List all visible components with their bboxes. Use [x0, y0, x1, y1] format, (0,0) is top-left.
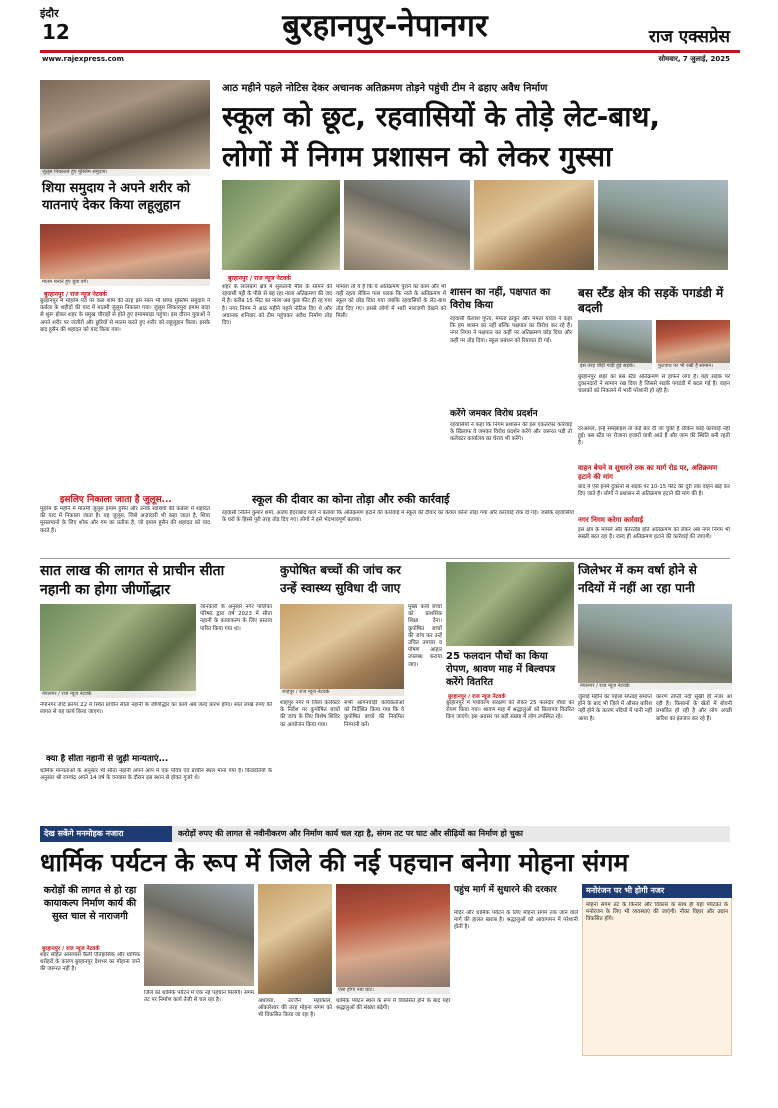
top-headline-1: स्कूल को छूट, रहवासियों के तोड़े लेट-बाथ,: [222, 100, 660, 133]
top-bottom-body: रहवासी नितिन कुमार शर्मा, अजय हैदराबाद वाले ने बताया कि अतिक्रमण हटाने की कार्रवाई में स्कूल की दीवार का केवल कोना तोड़ा गया और कार्रवाई रोक दी गई। जबकि रहवासियों के घरों के हिस्से पूरी तरह तोड़ दिए गए। लोगों ने इसे भेदभावपूर्ण बताया।: [222, 510, 574, 524]
rain-headline-2: नदियों में नहीं आ रहा पानी: [578, 581, 695, 595]
masthead-bar: [40, 50, 740, 53]
top-headline-2: लोगों में निगम प्रशासन को लेकर गुस्सा: [222, 140, 613, 173]
rain-headline-1: जिलेभर में कम वर्षा होने से: [578, 563, 697, 577]
divider: [40, 558, 730, 559]
mohana-headline: धार्मिक पर्यटन के रूप में जिले की नई पहचान बनेगा मोहना संगम: [40, 848, 629, 877]
mohana-body-2: जिले को धार्मिक पर्यटन में एक नई पहचान मिलेगी। संगम तट पर निर्माण कार्य तेजी से चल रहा है।: [144, 990, 254, 1004]
bus-side-head-2: नगर निगम करेगा कार्रवाई: [578, 516, 644, 524]
bus-photo-2: [656, 320, 730, 370]
photo-caption: जुलूस निकालते हुए मुस्लिम समुदाय।: [40, 169, 210, 176]
left-photo-procession: [40, 80, 210, 176]
top-sub-head: शासन का नहीं, पक्षपात का विरोध किया: [450, 287, 551, 311]
bus-photo-1: [578, 320, 652, 370]
top-body-2: मामला तो ये है कि ये अतिक्रमण पुराने का काम और भी यही रहता लेकिन पास पलक कि नाले के अतिक्रमण में स्कूल को छोड़ दिया गया जबकि रहवासियों के लेट-बाथ तोड़ दिए गए। इससे लोगों में भारी नाराजगी देखने को मिली।: [336, 284, 446, 319]
mohana-body-4: धार्मिक पर्यटन स्थल के रूप में विकसित होने के बाद यहां श्रद्धालुओं की संख्या बढ़ेगी।: [336, 998, 450, 1012]
sita-body-2: जानकारी के अनुसार नगर पालिका परिषद द्वारा वर्ष 2023 में सीता नहानी के कायाकल्प के लिए प्रस्ताव पारित किया गया था।: [200, 604, 272, 632]
rain-body-2: कारण ताप्ती नदी सूखी ही नजर आ रही है। किसानों के खेतों में बोवनी प्रभावित हो रही है और लोग अच्छी बारिश का इंतजार कर रहे हैं।: [656, 694, 732, 722]
mohana-byline: बुरहानपुर / राज न्यूज नेटवर्क: [42, 946, 100, 952]
bus-body-1: बुरहानपुर शहर का बस स्टैंड अतिक्रमण से हांफने लगा है। यहां सड़क पर दुकानदारों ने सामान रख दिया है जिससे सड़कें पगडंडी में बदल गई हैं। वाहन चालकों को निकलने में भारी परेशानी हो रही है।: [578, 374, 730, 395]
photo-caption: ऐसा होगा नया घाट।: [336, 987, 450, 994]
bus-side-body-2: इस क्षेत्र के मामले और बेतरतीब होते अतिक्रमण को लेकर अब नगर निगम भी सख्ती बरत रहा है। जल्द ही अतिक्रमण हटाने की कार्रवाई की जाएगी।: [578, 527, 730, 541]
plantation-photo: [446, 562, 574, 646]
left-body: बुरहानपुर में मोहर्रम पर्व पर कल शाम की तरह इस साल भी शिया मुस्लिम समुदाय ने कर्बला के शहीदों की याद में मातमी जुलूस निकाला गया। जुलूस शिकारपुरा इमाम बाड़ा से शुरू होकर शहर के प्रमुख चौराहों से होते हुए इमामबाड़ा पहुंचा। इस दौरान युवाओं ने अपने शरीर पर जंजीरों और छुरियों से मातम करते हुए शरीर को लहूलुहान किया। इसके बाद हुसैन की शहादत को याद किया गया।: [40, 298, 210, 333]
left-body-2: मुहर्रम के महीने में मातमी जुलूस इमाम हुसैन और उनके साथियों की कर्बला में शहादत की याद में निकाला जाता है। यह जुलूस, जिसे अज़ादारी भी कहा जाता है, शिया मुसलमानों के लिए शोक और गम का प्रतीक है, जो इमाम हुसैन की शहादत को याद करते हैं।: [40, 506, 210, 534]
mohana-left-head: करोड़ों की लागत से हो रहा कायाकल्प निर्माण कार्य की सुस्त चाल से नाराजगी: [43, 885, 137, 922]
bus-stand-headline: बस स्टैंड क्षेत्र की सड़कें पगडंडी में बदली: [578, 286, 724, 315]
sita-body-1: नेपानगर जांदे फ्रांगर 22 में स्थित प्राचीन सीता नहानी के जीर्णोद्धार का कार्य अब जल्द प्रारंभ होगा। सात लाख रुपए की लागत से यह कार्य किया जाएगा।: [40, 702, 272, 716]
plantation-body: बुरहानपुर में पर्यावरण संरक्षण को लेकर 25 फलदार पौधों का रोपण किया गया। श्रावण माह में श्रद्धालुओं को बिल्वपत्र वितरित किए जाएंगे। इस अवसर पर बड़ी संख्या में लोग उपस्थित रहे।: [446, 700, 574, 721]
photo-caption: नेपानगर / राज न्यूज नेटवर्क: [578, 683, 732, 690]
top-photo-demolition-1: [344, 180, 470, 270]
top-body-1: शहर के लालबाग क्षेत्र में सुलतानी मौल के सामने की रहवासी पट्टी के पीछे से बह रहा नाला अतिक्रमण की जद में है। करीब 15 फीट का नाला अब कुछ फीट ही रह गया है। नगर निगम ने आठ महीने पहले नोटिस दिए थे और अचानक शनिवार को टीम पहुंचकर अवैध निर्माण तोड़ दिए।: [222, 284, 332, 327]
page-title: बुरहानपुर-नेपानगर: [282, 8, 488, 44]
kuposhit-photo: [280, 604, 404, 696]
sita-subhead: क्या है सीता नहानी से जुड़ी मान्यताएं...: [46, 754, 169, 764]
brand-name: राज एक्सप्रेस: [648, 27, 730, 47]
band-right-label: करोड़ों रुपए की लागत से नवीनीकरण और निर्माण कार्य चल रहा है, संगम तट पर घाट और सीढ़ियों का निर्माण हो चुका: [178, 829, 523, 838]
photo-caption: शाहपुर / राज न्यूज नेटवर्क: [280, 689, 404, 696]
section-band: [40, 826, 730, 842]
rain-photo: [578, 604, 732, 690]
top-sub-head-2: करेंगे जमकर विरोध प्रदर्शन: [450, 409, 538, 419]
photo-caption: मातम मनाते हुए युवा वर्ग।: [40, 279, 210, 286]
kuposhit-headline-2: उन्हें स्वास्थ्य सुविधा दी जाए: [280, 581, 401, 595]
band-left-label: देख सकेंगे मनमोहक नजारा: [40, 826, 172, 842]
top-kicker: आठ महीने पहले नोटिस देकर अचानक अतिक्रमण तोड़ने पहुंची टीम ने ढहाए अवैध निर्माण: [222, 83, 548, 94]
mohana-photo-ghat-left: [258, 884, 332, 994]
top-photo-demolition-3: [598, 180, 728, 270]
left-subhead: इसलिए निकाला जाता है जुलूस...: [60, 495, 172, 505]
sita-photo: [40, 604, 196, 698]
top-bottom-head: स्कूल की दीवार का कोना तोड़ा और रुकी कार्रवाई: [252, 493, 450, 506]
kuposhit-body-3: सभी आंगनवाड़ी कार्यकर्ताओं को निर्देशित किया गया कि वे कुपोषित बच्चों की नियमित निगरानी करें।: [344, 700, 404, 728]
road-body: मंदिर और धार्मिक पर्यटन के लिए मोहना संगम तक जाने वाले मार्ग की हालत खराब है। श्रद्धालुओं को आवागमन में परेशानी होती है।: [454, 910, 578, 931]
top-photo-crowd: [222, 180, 340, 270]
bus-side-head-1: वाहन बेचने व सुधारने तक का मार्ग रोड पर, अतिक्रमण हटाने की मांग: [578, 464, 718, 481]
mohana-body-3: अधोध्या, उज्जैन महाकाल, ओंकारेश्वर की तरह मोहना संगम को भी विकसित किया जा रहा है।: [258, 998, 332, 1019]
bus-side-body-1: बाद में ऐसे इनमें दुकानों से सड़क पर 10-15 फीट की दूरी तक वाहन खड़े कर दिए जाते हैं। लोगों ने प्रशासन से अतिक्रमण हटाने की मांग की है।: [578, 484, 730, 498]
nazar-head: मनोरंजन पर भी होगी नजर: [582, 884, 732, 898]
left-headline: शिया समुदाय ने अपने शरीर को यातनाएं देकर किया लहूलुहान: [42, 181, 191, 213]
photo-caption: फुटपाथ पर भी रखी है सामान।: [656, 363, 730, 370]
top-photo-demolition-2: [474, 180, 594, 270]
mohana-photo-temple: [144, 884, 254, 986]
photo-caption: नेपानगर / राज न्यूज नेटवर्क: [40, 691, 196, 698]
plantation-byline: बुरहानपुर / राज न्यूज नेटवर्क: [448, 694, 506, 700]
plantation-headline: 25 फलदान पौधों का किया रोपण, श्रावण माह में बिल्वपत्र करेंगे वितरित: [446, 651, 556, 688]
page-number: 12: [42, 20, 70, 44]
bus-body-2: दरअसल, इन्हें समझाइश तो कई बार दी जा चुकी है लेकिन कोई कार्रवाई नहीं हुई। बस स्टैंड पर रोजाना हजारों यात्री आते हैं और जाम की स्थिति बनी रहती है।: [578, 426, 730, 447]
kuposhit-body-2: मुख्य कार्य बच्चों को प्राथमिक शिक्षा देना। कुपोषित बच्चों की जांच कर उन्हें उचित उपचार व पोषण आहार उपलब्ध कराया जाए।: [408, 604, 442, 668]
sita-headline: सात लाख की लागत से प्राचीन सीता नहानी का होगा जीर्णोद्धार: [40, 563, 225, 598]
photo-caption: इस तरह चौड़ी गाड़ी हुई सड़कें।: [578, 363, 652, 370]
left-byline: बुरहानपुर / राज न्यूज नेटवर्क: [44, 291, 107, 298]
top-sub-body: रहवासी कैलाश गुप्ता, ममता ठाकुर और ममता यादव ने कहा कि हम शासन का नहीं बल्कि पक्षपात का विरोध कर रहे हैं। नगर निगम ने पक्षपात कर कहीं पर अतिक्रमण छोड़ दिया और कहीं पर तोड़ दिया। स्कूल प्रबंधन को रियायत दी गई।: [450, 316, 572, 344]
top-sub-body-2: रहवासियों ने कहा कि निगम प्रशासन की इस एकतरफा कार्रवाई के खिलाफ वे जमकर विरोध प्रदर्शन करेंगे और जरूरत पड़ी तो कलेक्टर कार्यालय का घेराव भी करेंगे।: [450, 422, 572, 443]
kuposhit-headline-1: कुपोषित बच्चों की जांच कर: [280, 563, 401, 577]
road-head: पहुंच मार्ग में सुधारने की दरकार: [454, 885, 557, 895]
rain-body-1: जुलाई महीने का पहला सप्ताह समाप्त होने के बाद भी जिले में औसत बारिश नहीं होने के कारण नदियों में पानी नहीं आया है।: [578, 694, 652, 722]
issue-date: सोमवार, 7 जुलाई, 2025: [658, 55, 730, 63]
mohana-photo-stairs: [336, 884, 450, 994]
nazar-body: मोहना संगम तट के किनारे और विकास के साथ ही यहां पर्यटकों के मनोरंजन के लिए भी व्यवस्थाएं की जाएंगी। नौका विहार और उद्यान विकसित होंगे।: [586, 902, 728, 923]
site-url[interactable]: www.rajexpress.com: [42, 55, 124, 63]
masthead: [0, 0, 778, 78]
edition-city: इंदौर: [40, 7, 59, 20]
mohana-body-1: शहर सहित आसपास कैली ऐतिहासिक और धार्मिक धरोहरों के कारण बुरहानपुर देशभर का मोहाना जाने की जरूरत नहीं है।: [40, 952, 140, 973]
sita-body-3: धार्मिक मान्यताओं के अनुसार भी सीता नहानी अपने आप में एक पवित्र एवं प्राचीन स्थल माना गया है। किवदंतियों के अनुसार श्री रामचंद्र अपने 14 वर्ष के वनवास के दौरान इस स्थान से होकर गुजरे थे।: [40, 768, 272, 782]
kuposhit-body-1: शाहपुर नगर में जिला कलेक्टर के निर्देश पर कुपोषित बच्चों की जांच के लिए विशेष शिविर का आयोजन किया गया।: [280, 700, 340, 728]
left-photo-mourners: [40, 224, 210, 286]
top-byline: बुरहानपुर / राज न्यूज नेटवर्क: [228, 275, 291, 282]
